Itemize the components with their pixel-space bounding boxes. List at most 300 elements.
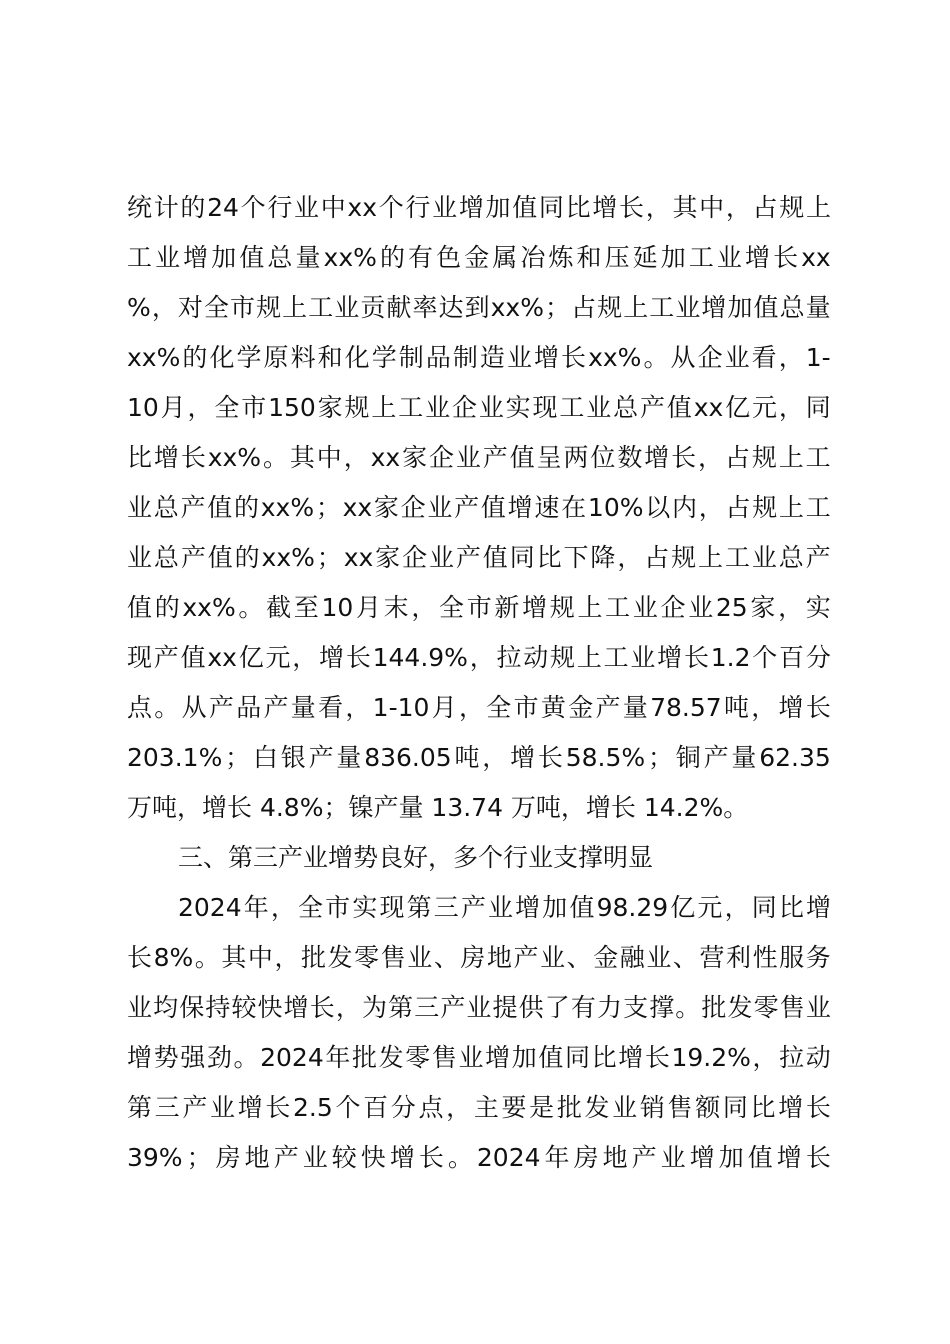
text-glyph: 位	[590, 443, 616, 472]
text-glyph: 撑	[649, 993, 675, 1022]
text-glyph: 增	[153, 443, 179, 472]
text-glyph: 造	[479, 343, 505, 372]
text-glyph: 。	[194, 943, 220, 972]
text-glyph: 到	[464, 293, 490, 322]
text-glyph: 从	[670, 343, 696, 372]
text-glyph: 家	[402, 443, 428, 472]
text-glyph: 工	[805, 443, 831, 472]
text-glyph: 品	[425, 343, 451, 372]
body-text-line	[127, 1088, 831, 1128]
text-glyph: 39%	[127, 1143, 183, 1172]
text-glyph: 增	[778, 693, 804, 722]
text-glyph: ，	[482, 743, 508, 772]
text-glyph: 铜	[675, 743, 701, 772]
text-glyph: 占	[725, 493, 751, 522]
text-glyph: 量	[622, 693, 648, 722]
text-glyph: 元	[265, 643, 291, 672]
text-glyph: 长	[805, 1143, 831, 1172]
text-glyph: 比	[565, 193, 591, 222]
text-glyph: 产	[454, 493, 480, 522]
text-glyph: 长	[805, 1093, 831, 1122]
text-glyph: 化	[344, 343, 370, 372]
text-glyph: 加	[485, 193, 511, 222]
text-glyph: 增	[183, 243, 209, 272]
text-glyph: 中	[699, 193, 725, 222]
text-glyph: 产	[805, 543, 831, 572]
text-glyph: 产	[440, 993, 466, 1022]
text-glyph: 量	[805, 293, 831, 322]
text-glyph: 业	[716, 243, 742, 272]
text-glyph: 业	[660, 1143, 686, 1172]
body-text-line	[127, 738, 831, 778]
text-glyph: 元	[697, 893, 723, 922]
text-glyph: 增	[744, 243, 770, 272]
text-glyph: 增	[389, 1143, 415, 1172]
text-glyph: 2024	[178, 893, 242, 922]
text-glyph: 业	[127, 493, 153, 522]
text-glyph: 现	[127, 643, 153, 672]
text-glyph: 以	[645, 493, 671, 522]
text-glyph: 工	[127, 243, 153, 272]
text-glyph: 上	[778, 493, 804, 522]
text-glyph: 总	[267, 243, 293, 272]
text-glyph: 点	[127, 693, 153, 722]
text-glyph: ，	[274, 943, 300, 972]
text-glyph: xx%	[490, 293, 544, 322]
text-glyph: 亿	[725, 393, 751, 422]
text-glyph: 力	[596, 993, 622, 1022]
text-glyph: 零	[753, 993, 779, 1022]
text-glyph: xx	[801, 243, 831, 272]
text-glyph: 占	[571, 293, 597, 322]
text-glyph: 上	[805, 193, 831, 222]
text-glyph: 下	[563, 543, 589, 572]
text-glyph: 总	[778, 543, 804, 572]
text-glyph: 月	[355, 593, 381, 622]
text-glyph: 月	[160, 393, 186, 422]
text-glyph: 增	[515, 893, 541, 922]
text-glyph: 贡	[360, 293, 386, 322]
text-glyph: 黄	[540, 693, 566, 722]
text-glyph: 加	[660, 243, 686, 272]
text-glyph: 规	[256, 293, 282, 322]
text-glyph: 长	[265, 1093, 291, 1122]
text-glyph: 吨	[723, 693, 749, 722]
text-glyph: 值	[239, 243, 265, 272]
text-glyph: 产	[595, 693, 621, 722]
body-text-line	[127, 338, 831, 378]
text-glyph: 58.5%	[565, 743, 646, 772]
text-glyph: 同	[751, 893, 777, 922]
text-glyph: 值	[538, 1043, 564, 1072]
text-glyph: %	[127, 293, 151, 322]
text-glyph: 增	[644, 443, 670, 472]
text-glyph: 业	[646, 943, 672, 972]
text-glyph: 全	[486, 693, 512, 722]
text-glyph: 业	[407, 943, 433, 972]
text-glyph: 企	[451, 393, 477, 422]
text-glyph: 现	[532, 393, 558, 422]
text-glyph: 比	[127, 443, 153, 472]
text-glyph: 第	[406, 893, 432, 922]
text-glyph: 企	[402, 543, 428, 572]
text-glyph: 业	[428, 543, 454, 572]
text-glyph: 业	[427, 493, 453, 522]
text-glyph: 的	[154, 593, 180, 622]
text-glyph: 增	[283, 993, 309, 1022]
text-glyph: xx	[207, 643, 237, 672]
section-heading: 三、第三产业增势良好，多个行业支撑明显	[178, 843, 654, 872]
body-text-line	[178, 888, 831, 928]
text-glyph: 中	[247, 943, 273, 972]
text-glyph: 业	[127, 543, 153, 572]
text-glyph: 批	[701, 993, 727, 1022]
text-glyph: 实	[352, 893, 378, 922]
text-glyph: 业	[466, 993, 492, 1022]
body-text-line	[127, 288, 831, 328]
text-glyph: xx	[343, 543, 374, 572]
text-glyph: 规	[549, 593, 575, 622]
text-glyph: 势	[153, 1043, 179, 1072]
text-glyph: 业	[127, 993, 153, 1022]
text-glyph: 量	[295, 243, 321, 272]
text-glyph: 市	[241, 393, 267, 422]
text-glyph: 冶	[520, 243, 546, 272]
text-glyph: 房	[460, 943, 486, 972]
text-glyph: 1-10	[372, 693, 430, 722]
text-glyph: 售	[380, 943, 406, 972]
text-glyph: 有	[570, 993, 596, 1022]
text-glyph: 性	[752, 943, 778, 972]
text-glyph: 分	[390, 1093, 416, 1122]
text-glyph: 占	[724, 443, 750, 472]
text-glyph: 内	[671, 493, 697, 522]
text-glyph: 较	[231, 993, 257, 1022]
text-glyph: 值	[207, 493, 233, 522]
text-glyph: 业	[675, 293, 701, 322]
text-glyph: 、	[433, 943, 459, 972]
text-glyph: 长	[180, 443, 206, 472]
text-glyph: 业	[455, 443, 481, 472]
text-glyph: 行	[405, 193, 431, 222]
text-glyph: 截	[266, 593, 292, 622]
text-glyph: 品	[236, 693, 262, 722]
text-glyph: 增	[657, 643, 683, 672]
text-glyph: 全	[439, 593, 465, 622]
text-glyph: 第	[388, 993, 414, 1022]
text-glyph: 。	[643, 343, 669, 372]
text-glyph: 发	[584, 1093, 610, 1122]
text-glyph: 规	[752, 493, 778, 522]
text-glyph: 速	[534, 493, 560, 522]
text-glyph: 工	[559, 393, 585, 422]
text-glyph: 行	[267, 193, 293, 222]
text-glyph: 产	[263, 693, 289, 722]
text-glyph: 务	[805, 943, 831, 972]
text-glyph: 业	[805, 993, 831, 1022]
text-glyph: 产	[308, 743, 334, 772]
text-glyph: 色	[436, 243, 462, 272]
text-glyph: 融	[619, 943, 645, 972]
text-glyph: 看	[751, 343, 777, 372]
text-glyph: 率	[412, 293, 438, 322]
text-glyph: ；	[315, 493, 341, 522]
text-glyph: 有	[408, 243, 434, 272]
text-glyph: 业	[478, 393, 504, 422]
text-glyph: ；	[545, 293, 571, 322]
body-text-line: 万吨，增长 4.8%；镍产量 13.74 万吨，增长 14.2%。	[127, 793, 749, 822]
text-glyph: 增	[237, 1093, 263, 1122]
text-glyph: 发	[378, 1043, 404, 1072]
body-text-line	[127, 1038, 831, 1078]
text-glyph: 产	[180, 493, 206, 522]
text-glyph: 长	[683, 643, 709, 672]
text-glyph: 学	[236, 343, 262, 372]
text-glyph: 白	[252, 743, 278, 772]
text-glyph: 业	[155, 243, 181, 272]
text-glyph: 呈	[536, 443, 562, 472]
text-glyph: 三	[154, 1093, 180, 1122]
text-glyph: 延	[632, 243, 658, 272]
text-glyph: 保	[179, 993, 205, 1022]
text-glyph: 规	[597, 293, 623, 322]
text-glyph: 利	[726, 943, 752, 972]
text-glyph: 值	[207, 543, 233, 572]
text-glyph: 压	[604, 243, 630, 272]
text-glyph: 长	[127, 943, 153, 972]
text-glyph: 制	[452, 343, 478, 372]
text-glyph: 全	[298, 893, 324, 922]
text-glyph: 现	[379, 893, 405, 922]
text-glyph: 总	[613, 393, 639, 422]
text-glyph: 78.57	[650, 693, 722, 722]
text-glyph: 同	[509, 543, 535, 572]
text-glyph: 从	[181, 693, 207, 722]
text-glyph: 同	[538, 193, 564, 222]
text-glyph: ，	[698, 443, 724, 472]
text-glyph: 市	[230, 293, 256, 322]
text-glyph: 年	[544, 1143, 570, 1172]
text-glyph: xx	[693, 393, 724, 422]
text-glyph: 原	[263, 343, 289, 372]
text-glyph: 量	[731, 743, 757, 772]
text-glyph: 至	[293, 593, 319, 622]
text-glyph: 强	[180, 1043, 206, 1072]
text-glyph: xx	[342, 493, 373, 522]
text-glyph: 持	[205, 993, 231, 1022]
text-glyph: 零	[354, 943, 380, 972]
text-glyph: 工	[688, 243, 714, 272]
text-glyph: 其	[221, 943, 247, 972]
text-glyph: 24	[207, 193, 239, 222]
text-glyph: 业	[751, 543, 777, 572]
text-glyph: 中	[320, 193, 346, 222]
text-glyph: 10	[321, 593, 354, 622]
text-glyph: 三	[433, 893, 459, 922]
text-glyph: 长	[805, 693, 831, 722]
text-glyph: 业	[294, 193, 320, 222]
text-glyph: 10%	[587, 493, 644, 522]
text-glyph: 长	[345, 643, 371, 672]
text-glyph: 中	[316, 443, 342, 472]
text-glyph: 要	[501, 1093, 527, 1122]
text-glyph: 2.5	[293, 1093, 333, 1122]
text-glyph: 达	[438, 293, 464, 322]
text-glyph: 工	[805, 493, 831, 522]
text-glyph: 业	[334, 293, 360, 322]
text-glyph: 售	[779, 993, 805, 1022]
text-glyph: 业	[432, 193, 458, 222]
text-glyph: 售	[431, 1043, 457, 1072]
text-glyph: 业	[506, 343, 532, 372]
text-glyph: 业	[210, 1093, 236, 1122]
text-glyph: 产	[153, 643, 179, 672]
text-glyph: xx%	[207, 443, 262, 472]
text-glyph: 业	[458, 1043, 484, 1072]
text-glyph: 房	[573, 1143, 599, 1172]
body-text-line	[127, 988, 831, 1028]
text-glyph: 8%	[153, 943, 194, 972]
text-glyph: 产	[180, 543, 206, 572]
text-glyph: 地	[602, 1143, 628, 1172]
text-glyph: 规	[671, 543, 697, 572]
text-glyph: 上	[623, 293, 649, 322]
text-glyph: 第	[127, 1093, 153, 1122]
text-glyph: 元	[751, 393, 777, 422]
text-glyph: 。	[154, 693, 180, 722]
body-text-line	[127, 238, 831, 278]
text-glyph: 1-	[805, 343, 831, 372]
text-glyph: ，	[292, 643, 318, 672]
text-glyph: 新	[494, 593, 520, 622]
text-glyph: 上	[698, 543, 724, 572]
text-glyph: 和	[317, 343, 343, 372]
body-text-line	[127, 588, 831, 628]
text-glyph: 836.05	[364, 743, 452, 772]
text-glyph: 业	[632, 593, 658, 622]
text-glyph: 批	[351, 1043, 377, 1072]
text-glyph: 增	[485, 1043, 511, 1072]
text-glyph: ，	[778, 343, 804, 372]
text-glyph: 对	[177, 293, 203, 322]
text-glyph: ，	[459, 693, 485, 722]
text-glyph: 快	[360, 1143, 386, 1172]
text-glyph: 加	[511, 1043, 537, 1072]
text-glyph: 增	[701, 293, 727, 322]
text-glyph: ；	[647, 743, 673, 772]
text-glyph: 企	[400, 493, 426, 522]
text-glyph: 的	[180, 193, 206, 222]
text-glyph: 长	[671, 443, 697, 472]
text-glyph: 量	[336, 743, 362, 772]
text-glyph: 和	[576, 243, 602, 272]
text-glyph: 增	[592, 193, 618, 222]
text-glyph: 看	[318, 693, 344, 722]
text-glyph: 的	[379, 243, 405, 272]
text-glyph: xx%	[588, 343, 642, 372]
text-glyph: 售	[667, 1093, 693, 1122]
text-glyph: 值	[480, 493, 506, 522]
text-glyph: 点	[418, 1093, 444, 1122]
text-glyph: 增	[319, 643, 345, 672]
text-glyph: 地	[244, 1143, 270, 1172]
text-glyph: 动	[523, 643, 549, 672]
text-glyph: 比	[536, 543, 562, 572]
text-glyph: 比	[778, 893, 804, 922]
text-glyph: 学	[371, 343, 397, 372]
text-glyph: 市	[466, 593, 492, 622]
text-glyph: ，	[698, 493, 724, 522]
text-glyph: 。	[233, 1043, 259, 1072]
body-text-line	[127, 538, 831, 578]
text-glyph: 家	[317, 393, 343, 422]
text-glyph: 增	[522, 593, 548, 622]
text-glyph: 企	[428, 443, 454, 472]
text-glyph: 降	[590, 543, 616, 572]
text-glyph: 值	[509, 443, 535, 472]
text-glyph: ，	[345, 693, 371, 722]
text-glyph: xx	[347, 193, 378, 222]
text-glyph: ，	[751, 693, 777, 722]
text-glyph: 两	[563, 443, 589, 472]
text-glyph: 1.2	[710, 643, 751, 672]
text-glyph: 年	[325, 1043, 351, 1072]
text-glyph: 亿	[670, 893, 696, 922]
text-glyph: 分	[805, 643, 831, 672]
text-glyph: 劲	[206, 1043, 232, 1072]
text-glyph: 2024	[260, 1043, 324, 1072]
text-glyph: 地	[486, 943, 512, 972]
text-glyph: 制	[398, 343, 424, 372]
text-glyph: 值	[482, 543, 508, 572]
text-glyph: 零	[405, 1043, 431, 1072]
text-glyph: 末	[383, 593, 409, 622]
text-glyph: 企	[697, 343, 723, 372]
body-text-line	[127, 1138, 831, 1178]
text-glyph: 加	[542, 893, 568, 922]
text-glyph: 的	[234, 493, 260, 522]
text-glyph: 长	[537, 743, 563, 772]
text-glyph: 金	[464, 243, 490, 272]
text-glyph: 工	[603, 643, 629, 672]
text-glyph: 的	[234, 543, 260, 572]
text-glyph: 62.35	[759, 743, 831, 772]
text-glyph: 上	[576, 643, 602, 672]
text-glyph: 产	[460, 893, 486, 922]
text-glyph: 总	[153, 543, 179, 572]
text-glyph: 业	[425, 393, 451, 422]
text-glyph: 长	[309, 993, 335, 1022]
text-glyph: 量	[290, 693, 316, 722]
text-glyph: 上	[282, 293, 308, 322]
text-glyph: 业	[630, 643, 656, 672]
text-glyph: 炼	[548, 243, 574, 272]
text-glyph: ，	[187, 393, 213, 422]
text-glyph: 同	[805, 393, 831, 422]
text-glyph: 增	[689, 1143, 715, 1172]
text-glyph: 长	[773, 243, 799, 272]
text-glyph: xx%	[261, 543, 315, 572]
text-glyph: 额	[695, 1093, 721, 1122]
text-glyph: 的	[182, 343, 208, 372]
text-glyph: 均	[153, 993, 179, 1022]
text-glyph: 家	[375, 543, 401, 572]
text-glyph: ，	[411, 593, 437, 622]
text-glyph: ，	[725, 193, 751, 222]
text-glyph: 化	[209, 343, 235, 372]
text-glyph: 快	[257, 993, 283, 1022]
body-text-line	[127, 688, 831, 728]
